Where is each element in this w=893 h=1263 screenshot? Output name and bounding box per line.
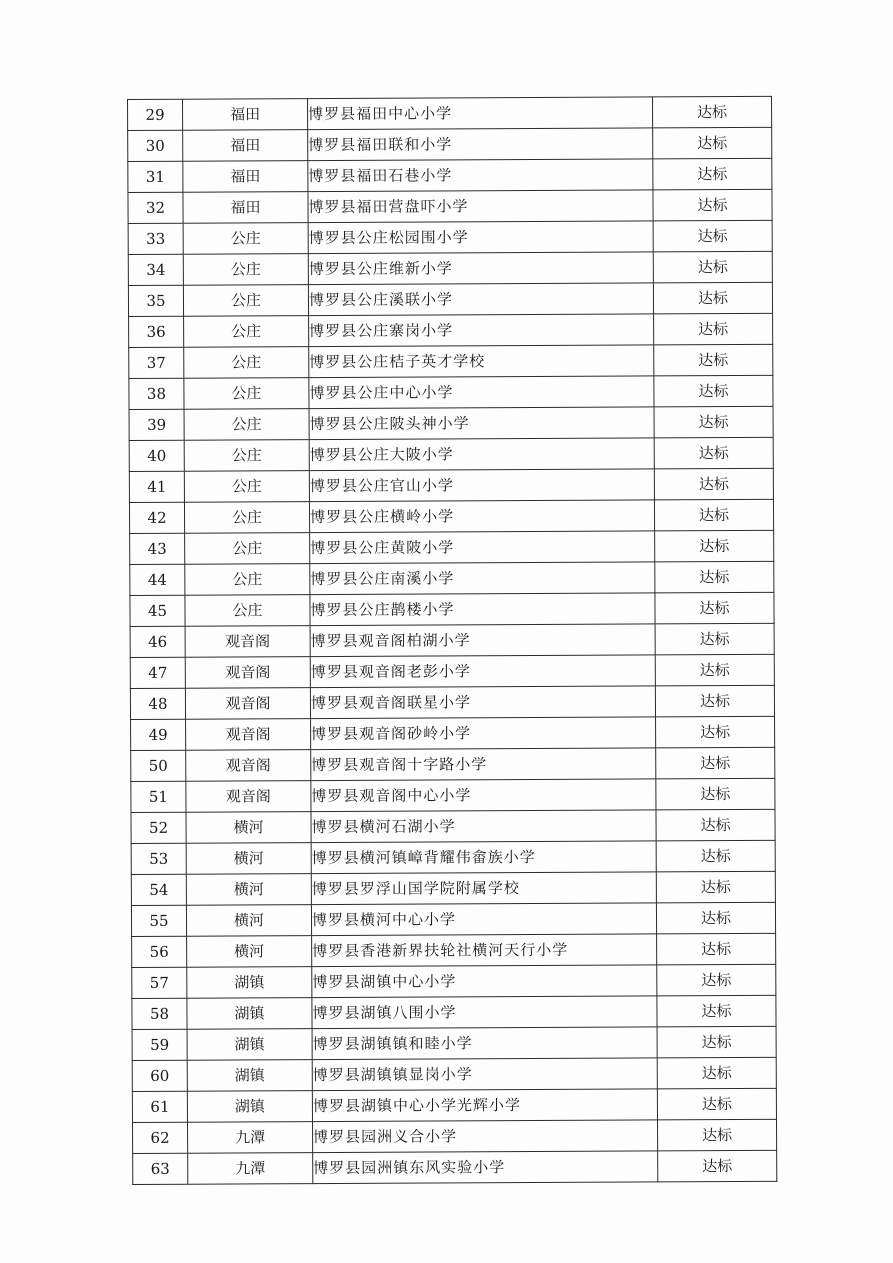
table-row [131,747,775,781]
table-row [128,251,772,285]
status-cell: 达标 [653,158,772,190]
row-number-cell: 47 [130,657,185,688]
school-name-cell: 博罗县观音阁老彭小学 [310,655,655,688]
status-cell: 达标 [656,871,775,903]
town-cell: 湖镇 [187,998,312,1030]
school-name-cell: 博罗县公庄官山小学 [309,469,654,502]
school-name-cell: 博罗县横河中心小学 [311,903,656,936]
status-cell: 达标 [658,1150,777,1182]
status-cell: 达标 [656,809,775,841]
status-cell: 达标 [653,282,772,314]
town-cell: 湖镇 [187,967,312,999]
status-cell: 达标 [654,313,773,345]
school-name-cell: 博罗县公庄大陂小学 [309,438,654,471]
row-number-cell: 54 [131,874,186,905]
status-cell: 达标 [656,778,775,810]
row-number-cell: 59 [132,1029,187,1060]
town-cell: 观音阁 [186,781,311,813]
status-cell: 达标 [655,685,774,717]
school-name-cell: 博罗县观音阁柏湖小学 [310,624,655,657]
school-name-cell: 博罗县公庄松园围小学 [308,221,653,254]
school-name-cell: 博罗县湖镇中心小学光辉小学 [312,1089,657,1122]
town-cell: 公庄 [183,285,308,317]
table-row [131,809,775,843]
row-number-cell: 58 [132,998,187,1029]
school-name-cell: 博罗县园洲义合小学 [312,1120,657,1153]
table-row [130,592,774,626]
row-number-cell: 34 [128,254,183,285]
town-cell: 福田 [183,130,308,162]
school-name-cell: 博罗县横河镇嶂背耀伟畲族小学 [311,841,656,874]
status-cell: 达标 [655,592,774,624]
town-cell: 公庄 [185,564,310,596]
town-cell: 九潭 [188,1153,313,1185]
school-name-cell: 博罗县香港新界扶轮社横河天行小学 [312,934,657,967]
status-cell: 达标 [656,747,775,779]
school-name-cell: 博罗县湖镇镇和睦小学 [312,1027,657,1060]
table-row [128,158,772,192]
school-name-cell: 博罗县湖镇中心小学 [312,965,657,998]
row-number-cell: 52 [131,812,186,843]
table-row [129,437,773,471]
town-cell: 公庄 [184,502,309,534]
status-cell: 达标 [657,1088,776,1120]
table-row [130,623,774,657]
table-row [131,840,775,874]
status-cell: 达标 [653,220,772,252]
school-name-cell: 博罗县园洲镇东风实验小学 [313,1151,658,1184]
town-cell: 湖镇 [187,1060,312,1092]
row-number-cell: 43 [130,533,185,564]
town-cell: 公庄 [184,440,309,472]
status-cell: 达标 [656,716,775,748]
table-row [131,716,775,750]
table-row [131,778,775,812]
town-cell: 福田 [183,99,308,131]
school-name-cell: 博罗县福田石巷小学 [308,159,653,192]
town-cell: 湖镇 [187,1091,312,1123]
school-name-cell: 博罗县公庄黄陂小学 [310,531,655,564]
status-cell: 达标 [655,530,774,562]
school-name-cell: 博罗县观音阁联星小学 [310,686,655,719]
school-name-cell: 博罗县公庄中心小学 [309,376,654,409]
status-cell: 达标 [653,189,772,221]
school-name-cell: 博罗县福田中心小学 [308,97,653,130]
row-number-cell: 42 [129,502,184,533]
town-cell: 观音阁 [185,688,310,720]
row-number-cell: 53 [131,843,186,874]
row-number-cell: 40 [129,440,184,471]
table-row [129,344,773,378]
school-name-cell: 博罗县观音阁十字路小学 [311,748,656,781]
town-cell: 观音阁 [186,750,311,782]
status-cell: 达标 [653,251,772,283]
town-cell: 横河 [186,812,311,844]
status-cell: 达标 [657,933,776,965]
town-cell: 公庄 [183,254,308,286]
row-number-cell: 57 [132,967,187,998]
status-cell: 达标 [654,375,773,407]
school-name-cell: 博罗县公庄鹊楼小学 [310,593,655,626]
row-number-cell: 39 [129,409,184,440]
table-row [132,964,776,998]
row-number-cell: 46 [130,626,185,657]
table-row [128,220,772,254]
table-row [132,1088,776,1122]
row-number-cell: 30 [128,130,183,161]
table-row [131,902,775,936]
school-name-cell: 博罗县公庄横岭小学 [309,500,654,533]
school-name-cell: 博罗县观音阁砂岭小学 [311,717,656,750]
row-number-cell: 62 [133,1122,188,1153]
table-row [128,127,772,161]
table-row [130,561,774,595]
school-name-cell: 博罗县福田联和小学 [308,128,653,161]
school-name-cell: 博罗县公庄桔子英才学校 [309,345,654,378]
row-number-cell: 44 [130,564,185,595]
status-cell: 达标 [655,561,774,593]
table-row [132,1026,776,1060]
row-number-cell: 33 [128,223,183,254]
status-cell: 达标 [654,406,773,438]
table-row [128,96,772,130]
table-row [132,995,776,1029]
status-cell: 达标 [657,964,776,996]
town-cell: 横河 [187,936,312,968]
town-cell: 观音阁 [185,657,310,689]
town-cell: 福田 [183,161,308,193]
table-row [130,530,774,564]
town-cell: 湖镇 [187,1029,312,1061]
table-row [129,313,773,347]
table-body [128,96,777,1184]
status-cell: 达标 [657,1119,776,1151]
school-name-cell: 博罗县公庄寨岗小学 [309,314,654,347]
status-cell: 达标 [653,127,772,159]
school-name-cell: 博罗县福田营盘吓小学 [308,190,653,223]
town-cell: 公庄 [185,533,310,565]
town-cell: 福田 [183,192,308,224]
town-cell: 公庄 [184,409,309,441]
school-name-cell: 博罗县公庄南溪小学 [310,562,655,595]
row-number-cell: 49 [131,719,186,750]
row-number-cell: 63 [133,1153,188,1184]
table-row [131,871,775,905]
school-name-cell: 博罗县公庄陂头神小学 [309,407,654,440]
school-name-cell: 博罗县湖镇镇显岗小学 [312,1058,657,1091]
row-number-cell: 32 [128,192,183,223]
row-number-cell: 51 [131,781,186,812]
status-cell: 达标 [655,623,774,655]
status-cell: 达标 [656,902,775,934]
row-number-cell: 56 [132,936,187,967]
town-cell: 公庄 [185,595,310,627]
school-name-cell: 博罗县横河石湖小学 [311,810,656,843]
town-cell: 横河 [186,843,311,875]
town-cell: 公庄 [184,347,309,379]
table-row [129,468,773,502]
school-name-cell: 博罗县公庄维新小学 [308,252,653,285]
status-cell: 达标 [654,499,773,531]
school-name-cell: 博罗县罗浮山国学院附属学校 [311,872,656,905]
town-cell: 公庄 [184,378,309,410]
row-number-cell: 61 [132,1091,187,1122]
town-cell: 公庄 [184,316,309,348]
row-number-cell: 41 [129,471,184,502]
table-row [128,189,772,223]
table-row [130,654,774,688]
town-cell: 观音阁 [185,626,310,658]
row-number-cell: 36 [129,316,184,347]
status-cell: 达标 [657,995,776,1027]
status-cell: 达标 [655,654,774,686]
table-row [129,499,773,533]
row-number-cell: 29 [128,99,183,130]
status-cell: 达标 [654,344,773,376]
school-name-cell: 博罗县观音阁中心小学 [311,779,656,812]
status-cell: 达标 [657,1057,776,1089]
town-cell: 九潭 [188,1122,313,1154]
town-cell: 横河 [186,874,311,906]
school-name-cell: 博罗县公庄溪联小学 [308,283,653,316]
row-number-cell: 38 [129,378,184,409]
table-row [129,406,773,440]
table-row [133,1150,777,1184]
table-row [132,1057,776,1091]
town-cell: 观音阁 [186,719,311,751]
row-number-cell: 31 [128,161,183,192]
status-cell: 达标 [657,1026,776,1058]
row-number-cell: 37 [129,347,184,378]
town-cell: 横河 [186,905,311,937]
table-row [128,282,772,316]
table-row [130,685,774,719]
school-compliance-table [127,96,777,1185]
row-number-cell: 60 [132,1060,187,1091]
row-number-cell: 45 [130,595,185,626]
row-number-cell: 48 [130,688,185,719]
school-name-cell: 博罗县湖镇八围小学 [312,996,657,1029]
status-cell: 达标 [654,437,773,469]
row-number-cell: 35 [128,285,183,316]
table-row [132,933,776,967]
status-cell: 达标 [652,96,771,128]
town-cell: 公庄 [183,223,308,255]
table-row [129,375,773,409]
status-cell: 达标 [656,840,775,872]
row-number-cell: 55 [131,905,186,936]
status-cell: 达标 [654,468,773,500]
table-row [133,1119,777,1153]
row-number-cell: 50 [131,750,186,781]
town-cell: 公庄 [184,471,309,503]
